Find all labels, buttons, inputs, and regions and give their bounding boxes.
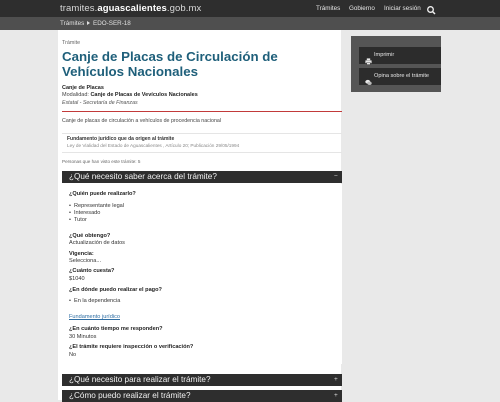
brand-prefix: tramites. (60, 3, 98, 14)
divider (62, 111, 342, 112)
accordion-label: ¿Qué necesito para realizar el trámite? (69, 375, 211, 384)
question-obtengo: ¿Qué obtengo? (69, 233, 111, 239)
question-quien: ¿Quién puede realizarlo? (69, 191, 136, 197)
tramite-name: Canje de Placas (62, 85, 104, 91)
opina-button[interactable] (359, 68, 441, 85)
fundamento-title: Fundamento jurídico que da origen al trámite (67, 136, 175, 142)
accordion-saber[interactable] (62, 171, 342, 183)
question-tiempo: ¿En cuánto tiempo me responden? (69, 326, 163, 332)
dependencia: Estatal - Secretaría de Finanzas (62, 100, 138, 106)
breadcrumb-tramites[interactable]: Trámites (60, 20, 85, 27)
search-icon[interactable] (426, 3, 437, 14)
nav-iniciar-sesion[interactable]: Iniciar sesión (384, 5, 421, 12)
accordion-body (62, 184, 342, 364)
accordion-como[interactable] (62, 390, 342, 402)
question-costo: ¿Cuánto cuesta? (69, 268, 115, 274)
question-inspeccion: ¿El trámite requiere inspección o verificación? (69, 344, 194, 350)
answer-tiempo: 30 Minutos (69, 334, 97, 340)
tramite-description: Canje de placas de circulación a vehículos de procedencia nacional (62, 118, 222, 124)
expand-icon: + (334, 392, 338, 399)
fundamento-link[interactable]: Fundamento jurídico (69, 314, 120, 320)
answer-inspeccion: No (69, 352, 77, 358)
answer-costo: $1040 (69, 276, 85, 282)
brand-bold: aguascalientes (97, 3, 167, 14)
chevron-right-icon (87, 21, 90, 25)
print-label: Imprimir (374, 52, 395, 58)
page-title: Canje de Placas de Circulación de Vehículos Nacionales (62, 49, 278, 79)
accordion-necesito[interactable] (62, 374, 342, 386)
list-item: • En la dependencia (69, 298, 120, 304)
nav-tramites[interactable]: Trámites (316, 5, 341, 12)
breadcrumb (0, 17, 500, 30)
answer-vigencia: Selecciona... (69, 258, 102, 264)
fundamento-box (62, 133, 342, 153)
accordion-label: ¿Qué necesito saber acerca del trámite? (69, 172, 217, 181)
question-vigencia: Vigencia: (69, 251, 94, 257)
accordion-label: ¿Cómo puedo realizar el trámite? (69, 391, 191, 400)
list-item: • Interesado (69, 210, 100, 216)
answer-obtengo: Actualización de datos (69, 240, 125, 246)
printer-icon (365, 52, 372, 59)
expand-icon: + (334, 376, 338, 383)
top-bar (0, 0, 500, 17)
visit-counter: Personas que han visto este trámite: 5 (62, 159, 141, 164)
page-eyebrow: Trámite (62, 40, 81, 46)
modalidad-value: Canje de Placas de Vevículos Nacionales (90, 92, 198, 98)
modalidad (62, 92, 198, 98)
collapse-icon: − (334, 173, 338, 180)
list-item: • Tutor (69, 217, 87, 223)
nav-gobierno[interactable]: Gobierno (349, 5, 375, 12)
question-donde: ¿En dónde puedo realizar el pago? (69, 287, 162, 293)
fundamento-text: Ley de Vialidad del Estado de Aguascalientes , Artículo 20; Publicación 29/05/1994 (67, 143, 240, 148)
chat-bubbles-icon (365, 73, 372, 80)
opina-label: Opina sobre el trámite (374, 73, 430, 79)
list-item: • Representante legal (69, 203, 124, 209)
breadcrumb-current: EDO-SER-18 (93, 20, 131, 27)
site-brand[interactable] (60, 0, 201, 17)
modalidad-label: Modalidad: (62, 92, 89, 98)
print-button[interactable] (359, 47, 441, 64)
brand-suffix: .gob.mx (166, 3, 202, 14)
